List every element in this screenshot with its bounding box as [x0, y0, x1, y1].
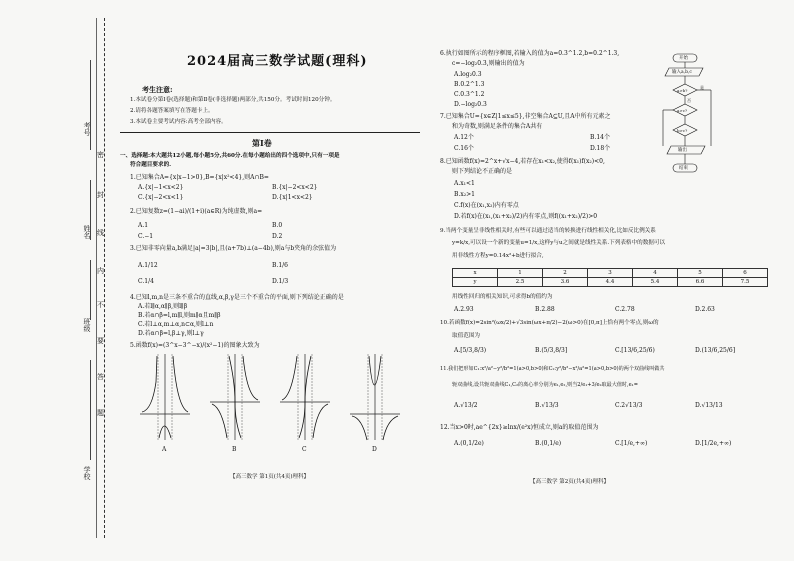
seal-char: 内: [97, 267, 104, 275]
flow-yes: 是: [700, 85, 704, 90]
option: C.{x|−2<x<1}: [138, 194, 184, 201]
option: C.1/4: [138, 278, 154, 285]
table-cell: 3: [588, 269, 633, 278]
question-2: 2.已知复数z=(1−ai)/(1+i)(a∈R)为纯虚数,则a=: [130, 208, 263, 215]
section-heading: 一、选择题:本大题共12小题,每小题5分,共60分.在每小题给出的四个选项中,只有一项是: [120, 153, 340, 159]
option: B.√13/3: [535, 402, 559, 409]
option: B.1/6: [272, 262, 288, 269]
question-7-cont: 和为奇数,则满足条件的集合A共有: [452, 123, 543, 130]
seal-char: 密: [97, 151, 104, 159]
question-9: 9.当两个变量呈非线性相关时,有些可以通过适当的转换进行线性相关化,比如反比例关系: [440, 228, 656, 234]
table-cell: 5.4: [633, 278, 678, 287]
margin-label-exam-no: 考号: [83, 122, 91, 136]
table-cell: 4.4: [588, 278, 633, 287]
option: A.{x|−1<x<2}: [138, 184, 184, 191]
option: B.2.88: [535, 306, 555, 313]
exam-title: 2024届高三数学试题(理科): [187, 54, 368, 69]
option: A.log₂0.3: [454, 71, 482, 78]
flow-no: 否: [687, 98, 691, 103]
seal-dashed-line: [104, 18, 105, 538]
option: C.0.3^1.2: [454, 91, 485, 98]
option: B.(0,1/e): [535, 440, 562, 447]
graph-label-b: B: [232, 446, 237, 453]
question-9-cont: 用非线性方程y=0.14x²+b进行拟合,: [452, 253, 544, 259]
option: C.16个: [454, 145, 474, 152]
question-12: 12.当x>0时,ae^{2x}≥lnx/(e²x)恒成立,则a的取值范围为: [440, 424, 599, 431]
seal-char: 封: [97, 191, 104, 199]
option: A.[5/3,8/3): [454, 347, 487, 354]
question-11: 11.我们把形如C₁:x²/a²−y²/b²=1(a>0,b>0)和C₂:y²/b²−x²/a²=1(a>0,b>0)的两个双曲线叫做共: [440, 366, 665, 372]
data-table: [452, 268, 768, 287]
table-cell: 2.5: [498, 278, 543, 287]
flow-start: 开始: [679, 56, 688, 61]
option: A.√13/2: [454, 402, 478, 409]
table-cell: y: [453, 278, 498, 287]
flow-input: 输入a,b,c: [672, 70, 692, 75]
table-cell: 6.6: [678, 278, 723, 287]
option: A.12个: [454, 134, 474, 141]
option: D.若f(x)在(x₁,(x₁+x₂)/2)内有零点,则f((x₁+x₂)/2)>0: [454, 213, 598, 220]
graph-d: [350, 352, 400, 442]
flow-end: 结束: [679, 166, 688, 171]
option: C.f(x)在(x₁,x₂)内有零点: [454, 202, 519, 209]
flow-cond-1: a>b?: [677, 88, 688, 93]
notice-line: 1.本试卷分第Ⅰ卷(选择题)和第Ⅱ卷(非选择题)两部分,共150分。考试时间120分钟。: [130, 97, 336, 103]
option: D.(13/6,25/6]: [695, 347, 736, 354]
question-8-cont: 则下列结论不正确的是: [452, 168, 513, 175]
option: B.{x|−2<x<2}: [272, 184, 318, 191]
part-title: 第Ⅰ卷: [252, 138, 272, 148]
question-5: 5.函数f(x)=(3^x−3^−x)/(x²−1)的图象大致为: [130, 342, 260, 349]
option: D.[1/2e,+∞): [695, 440, 732, 447]
question-10: 10.若函数f(x)=2sin²(ωx/2)+√3sin(ωx+π/2)−2(ω>0)在[0,π]上恰有两个零点,则ω的: [440, 320, 659, 326]
option: B.0: [272, 222, 283, 229]
question-11-cont: 轭双曲线,设共轭双曲线C₁,C₂的离心率分别为e₁,e₂,则当2/e₁+3/e₂取最大值时,e₁=: [452, 382, 638, 388]
option: A.1: [138, 222, 149, 229]
graph-b: [210, 352, 260, 442]
table-cell: 1: [498, 269, 543, 278]
field-line: [90, 360, 91, 460]
option: C.2√13/3: [615, 402, 643, 409]
option: A.2.93: [454, 306, 474, 313]
table-cell: 5: [678, 269, 723, 278]
option: C.[1/e,+∞): [615, 440, 648, 447]
seal-char: 题: [97, 409, 104, 417]
table-cell: 4: [633, 269, 678, 278]
option: D.若α∩β=l,β⊥γ,则l⊥γ: [138, 330, 204, 337]
section-heading-cont: 符合题目要求的.: [130, 162, 172, 168]
margin-label-name: 姓名: [83, 225, 91, 239]
page-footer: 【高三数学 第2页(共4页)理科】: [530, 479, 610, 485]
graph-label-d: D: [372, 446, 377, 453]
option: C.若l⊥α,m⊥α,n⊂α,则l⊥n: [138, 321, 214, 328]
question-9-cont: y=k/x,可以设一个新的变量u=1/x,这样y与u之间就是线性关系.下列表格中的数据可以: [452, 240, 666, 246]
question-10-cont: 取值范围为: [452, 333, 480, 339]
graph-label-a: A: [162, 446, 167, 453]
flow-cond-3: b>c?: [677, 128, 688, 133]
table-cell: x: [453, 269, 498, 278]
option: C.[13/6,25/6): [615, 347, 655, 354]
seal-solid-line: [96, 18, 97, 538]
page-2: [440, 0, 790, 561]
graph-c: [280, 352, 330, 442]
option: A.(0,1/2e): [454, 440, 484, 447]
option: B.x₂>1: [454, 191, 475, 198]
option: A.x₁<1: [454, 180, 475, 187]
flow-output: 输出: [678, 148, 687, 153]
option: D.2.63: [695, 306, 715, 313]
table-cell: 3.6: [543, 278, 588, 287]
table-cell: 7.5: [723, 278, 768, 287]
graph-a: [140, 352, 190, 442]
option: A.1/12: [138, 262, 158, 269]
option: B.(5/3,8/3]: [535, 347, 568, 354]
field-line: [90, 60, 91, 150]
option: B.0.2^1.3: [454, 81, 485, 88]
page-footer: 【高三数学 第1页(共4页)理科】: [230, 474, 310, 480]
seal-char: 答: [97, 373, 104, 381]
question-8: 8.已知函数f(x)=2^x+√x−4,若存在x₁<x₂,使得f(x₁)f(x₂)<0,: [440, 158, 605, 165]
seal-char: 不: [97, 301, 104, 309]
notice-title: 考生注意:: [142, 85, 173, 94]
option: D.{x|1<x<2}: [272, 194, 313, 201]
question-6: 6.执行如图所示的程序框图,若输入的值为a=0.3^1.2,b=0.2^1.3,: [440, 50, 620, 57]
option: D.−log₂0.3: [454, 101, 487, 108]
option: D.18个: [590, 145, 611, 152]
question-4: 4.已知l,m,n是三条不重合的直线,α,β,γ是三个不重合的平面,则下列结论正确的是: [130, 294, 344, 301]
option: C.−1: [138, 233, 154, 240]
option: D.√13/13: [695, 402, 723, 409]
table-row: [453, 278, 768, 287]
graph-label-c: C: [302, 446, 307, 453]
margin-label-class: 班级: [83, 318, 91, 332]
flowchart: [659, 52, 717, 182]
question-3: 3.已知非零向量a,b满足|a|=3|b|,且(a+7b)⊥(a−4b),则a与b夹角的余弦值为: [130, 245, 337, 252]
option: B.14个: [590, 134, 610, 141]
option: C.2.78: [615, 306, 635, 313]
field-line: [90, 180, 91, 240]
notice-line: 2.请将各题答案填写在答题卡上。: [130, 108, 214, 114]
question-6-cont: c=−log₂0.3,则输出的值为: [452, 60, 525, 67]
option: D.2: [272, 233, 283, 240]
page-1: [112, 0, 430, 561]
question-1: 1.已知集合A={x|x−1>0},B={x|x²<4},则A∩B=: [130, 174, 269, 181]
option: A.若l∥α,α∥β,则l∥β: [138, 303, 188, 310]
divider: [120, 132, 420, 133]
notice-line: 3.本试卷主要考试内容:高考全部内容。: [130, 119, 227, 125]
field-line: [90, 260, 91, 320]
seal-char: 线: [97, 229, 104, 237]
binding-margin: [0, 0, 112, 561]
question-7: 7.已知集合U={x∈Z|1≤x≤5},非空集合A⊆U,且A中所有元素之: [440, 113, 611, 120]
table-row: [453, 269, 768, 278]
option: D.1/3: [272, 278, 289, 285]
seal-char: 要: [97, 337, 104, 345]
table-cell: 6: [723, 269, 768, 278]
option: B.若α∩β=l,m∥l,则m∥α且m∥β: [138, 312, 221, 319]
flow-cond-2: a>c?: [677, 108, 688, 113]
margin-label-school: 学校: [83, 466, 91, 480]
table-cell: 2: [543, 269, 588, 278]
question-9-ask: 用线性回归的相关知识,可求得b的值约为: [452, 294, 553, 300]
